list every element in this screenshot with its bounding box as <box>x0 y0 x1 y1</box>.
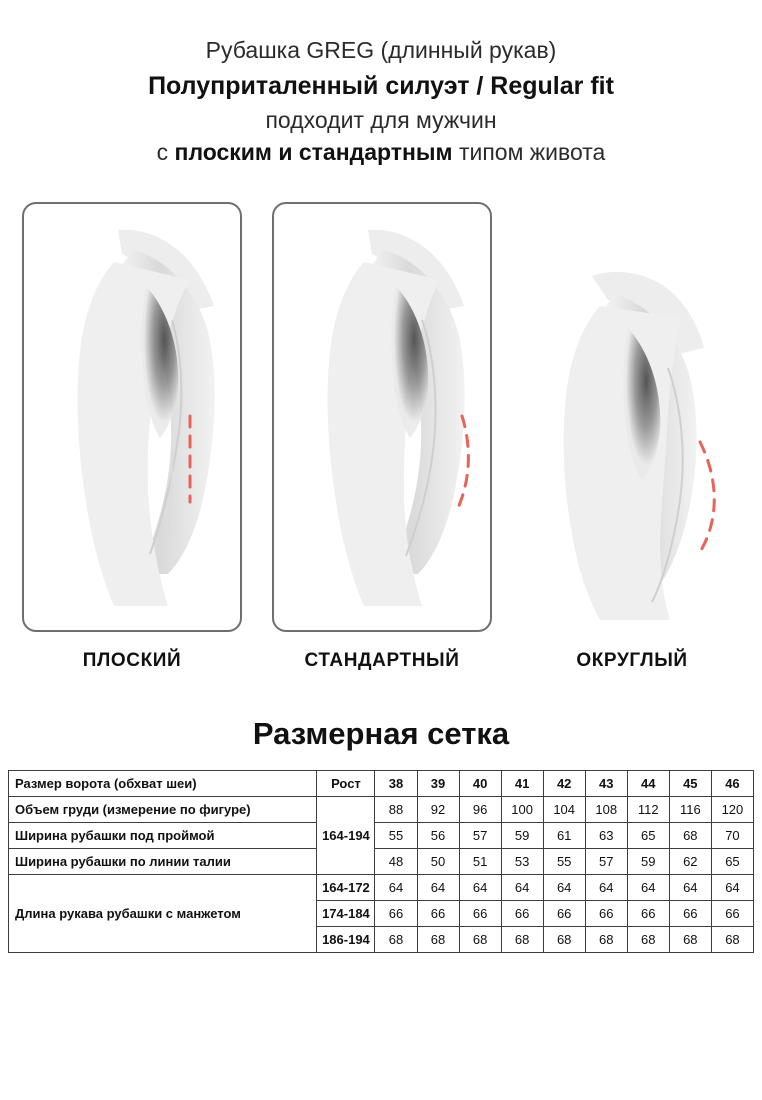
row-label-waist: Ширина рубашки по линии талии <box>9 849 317 875</box>
sleeve-1-value-3: 66 <box>501 901 543 927</box>
belly-type-figures <box>0 202 762 702</box>
belly-profile-dashed-line-round <box>700 442 714 552</box>
sleeve-1-value-6: 66 <box>627 901 669 927</box>
table-row-chest <box>9 797 754 823</box>
row-label-sleeve: Длина рукава рубашки с манжетом <box>9 875 317 953</box>
sleeve-2-value-2: 68 <box>459 927 501 953</box>
figure-round <box>522 202 742 632</box>
page-header <box>0 0 762 168</box>
sleeve-1-value-8: 66 <box>711 901 753 927</box>
figure-caption-round: ОКРУГЛЫЙ <box>576 650 688 672</box>
sleeve-height-0: 164-172 <box>317 875 375 901</box>
chest-value-3: 100 <box>501 797 543 823</box>
table-row-armhole <box>9 823 754 849</box>
chest-value-4: 104 <box>543 797 585 823</box>
sleeve-0-value-2: 64 <box>459 875 501 901</box>
armhole-value-5: 63 <box>585 823 627 849</box>
size-grid-table <box>8 770 754 953</box>
figure-caption-standard: СТАНДАРТНЫЙ <box>304 650 460 672</box>
neck-size-0: 38 <box>375 771 417 797</box>
chest-value-5: 108 <box>585 797 627 823</box>
sleeve-2-value-7: 68 <box>669 927 711 953</box>
sleeve-2-value-0: 68 <box>375 927 417 953</box>
neck-size-5: 43 <box>585 771 627 797</box>
sleeve-1-value-5: 66 <box>585 901 627 927</box>
neck-size-3: 41 <box>501 771 543 797</box>
size-grid-table-wrapper <box>8 770 754 953</box>
sleeve-1-value-0: 66 <box>375 901 417 927</box>
figure-caption-flat: ПЛОСКИЙ <box>82 650 182 672</box>
neck-size-6: 44 <box>627 771 669 797</box>
chest-value-0: 88 <box>375 797 417 823</box>
belly-text-pre: с <box>156 139 175 166</box>
neck-size-7: 45 <box>669 771 711 797</box>
armhole-value-8: 70 <box>711 823 753 849</box>
belly-text-bold: плоским и стандартным <box>174 139 453 166</box>
sleeve-0-value-6: 64 <box>627 875 669 901</box>
sleeve-0-value-7: 64 <box>669 875 711 901</box>
page-subtitle-product: Рубашка GREG (длинный рукав) <box>205 37 557 63</box>
sleeve-0-value-0: 64 <box>375 875 417 901</box>
torso-illustration-standard <box>272 202 492 632</box>
chest-value-8: 120 <box>711 797 753 823</box>
figure-flat <box>22 202 242 632</box>
armhole-value-1: 56 <box>417 823 459 849</box>
neck-size-8: 46 <box>711 771 753 797</box>
table-row-waist <box>9 849 754 875</box>
waist-value-1: 50 <box>417 849 459 875</box>
waist-value-8: 65 <box>711 849 753 875</box>
sleeve-1-value-7: 66 <box>669 901 711 927</box>
sleeve-2-value-4: 68 <box>543 927 585 953</box>
waist-value-4: 55 <box>543 849 585 875</box>
sleeve-2-value-5: 68 <box>585 927 627 953</box>
waist-value-2: 51 <box>459 849 501 875</box>
torso-illustration-round <box>522 202 742 632</box>
armhole-value-4: 61 <box>543 823 585 849</box>
belly-text-post: типом живота <box>452 139 606 166</box>
sleeve-2-value-1: 68 <box>417 927 459 953</box>
armhole-value-2: 57 <box>459 823 501 849</box>
waist-value-3: 53 <box>501 849 543 875</box>
neck-size-1: 39 <box>417 771 459 797</box>
chest-value-1: 92 <box>417 797 459 823</box>
torso-illustration-flat <box>22 202 242 632</box>
size-grid-title: Размерная сетка <box>252 716 510 752</box>
neck-size-2: 40 <box>459 771 501 797</box>
figure-standard <box>272 202 492 632</box>
sleeve-1-value-1: 66 <box>417 901 459 927</box>
row-label-neck: Размер ворота (обхват шеи) <box>9 771 317 797</box>
table-row-neck <box>9 771 754 797</box>
chest-value-6: 112 <box>627 797 669 823</box>
waist-value-7: 62 <box>669 849 711 875</box>
waist-value-6: 59 <box>627 849 669 875</box>
sleeve-1-value-4: 66 <box>543 901 585 927</box>
sleeve-0-value-5: 64 <box>585 875 627 901</box>
sleeve-2-value-8: 68 <box>711 927 753 953</box>
sleeve-0-value-1: 64 <box>417 875 459 901</box>
height-range-all: 164-194 <box>317 797 375 875</box>
sleeve-height-1: 174-184 <box>317 901 375 927</box>
armhole-value-6: 65 <box>627 823 669 849</box>
waist-value-5: 57 <box>585 849 627 875</box>
page-subtitle-belly-type <box>20 138 742 168</box>
column-header-height: Рост <box>317 771 375 797</box>
page-title-fit: Полуприталенный силуэт / Regular fit <box>148 71 614 100</box>
sleeve-height-2: 186-194 <box>317 927 375 953</box>
sleeve-0-value-4: 64 <box>543 875 585 901</box>
page-subtitle-audience: подходит для мужчин <box>265 107 497 134</box>
neck-size-4: 42 <box>543 771 585 797</box>
armhole-value-3: 59 <box>501 823 543 849</box>
row-label-armhole: Ширина рубашки под проймой <box>9 823 317 849</box>
sleeve-0-value-8: 64 <box>711 875 753 901</box>
sleeve-1-value-2: 66 <box>459 901 501 927</box>
chest-value-7: 116 <box>669 797 711 823</box>
waist-value-0: 48 <box>375 849 417 875</box>
chest-value-2: 96 <box>459 797 501 823</box>
row-label-chest: Объем груди (измерение по фигуре) <box>9 797 317 823</box>
sleeve-2-value-3: 68 <box>501 927 543 953</box>
table-row-sleeve-1 <box>9 875 754 901</box>
armhole-value-7: 68 <box>669 823 711 849</box>
armhole-value-0: 55 <box>375 823 417 849</box>
sleeve-0-value-3: 64 <box>501 875 543 901</box>
sleeve-2-value-6: 68 <box>627 927 669 953</box>
